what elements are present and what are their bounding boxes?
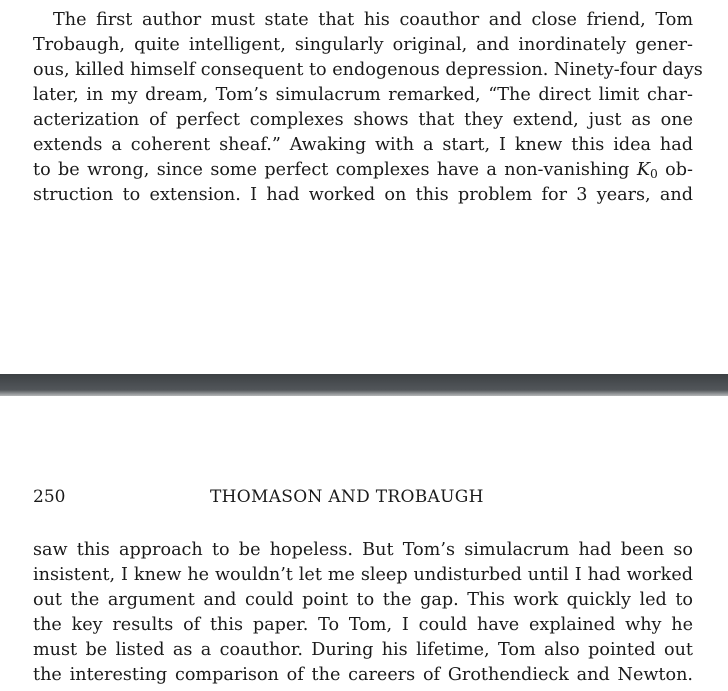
paragraph-line: ous, killed himself consequent to endogenous depression. Ninety-four days [33, 60, 703, 80]
k0-symbol: K [636, 160, 650, 180]
paragraph-line: saw this approach to be hopeless. But Tom’s simulacrum had been so [33, 540, 693, 560]
paragraph-line: the key results of this paper. To Tom, I could have explained why he [33, 615, 693, 635]
page-number: 250 [33, 487, 66, 507]
paragraph-line: acterization of perfect complexes shows that they extend, just as one [33, 110, 693, 130]
paragraph-line: must be listed as a coauthor. During his lifetime, Tom also pointed out [33, 640, 693, 660]
bottom-paragraph [33, 538, 693, 688]
running-head: THOMASON AND TROBAUGH [210, 487, 484, 507]
paragraph-line: later, in my dream, Tom’s simulacrum remarked, “The direct limit char- [33, 85, 693, 105]
k0-subscript: 0 [649, 167, 658, 182]
paragraph-line: out the argument and could point to the gap. This work quickly led to [33, 590, 693, 610]
paragraph-line: extends a coherent sheaf.” Awaking with a start, I knew this idea had [33, 135, 693, 155]
paragraph-line: Trobaugh, quite intelligent, singularly original, and inordinately gener- [33, 35, 693, 55]
paragraph-line: The first author must state that his coauthor and close friend, Tom [53, 10, 693, 30]
top-paragraph [33, 8, 703, 208]
paragraph-line: insistent, I knew he wouldn’t let me sleep undisturbed until I had worked [33, 565, 693, 585]
paragraph-line-with-k0 [33, 158, 693, 183]
paragraph-line-text: to be wrong, since some perfect complexes have a non-vanishing [33, 160, 637, 180]
running-header [33, 487, 693, 509]
paragraph-line: the interesting comparison of the careers of Grothendieck and Newton. [33, 665, 693, 685]
paragraph-line: struction to extension. I had worked on this problem for 3 years, and [33, 185, 693, 205]
k0-suffix: ob- [657, 160, 693, 180]
page-separator [0, 374, 728, 396]
